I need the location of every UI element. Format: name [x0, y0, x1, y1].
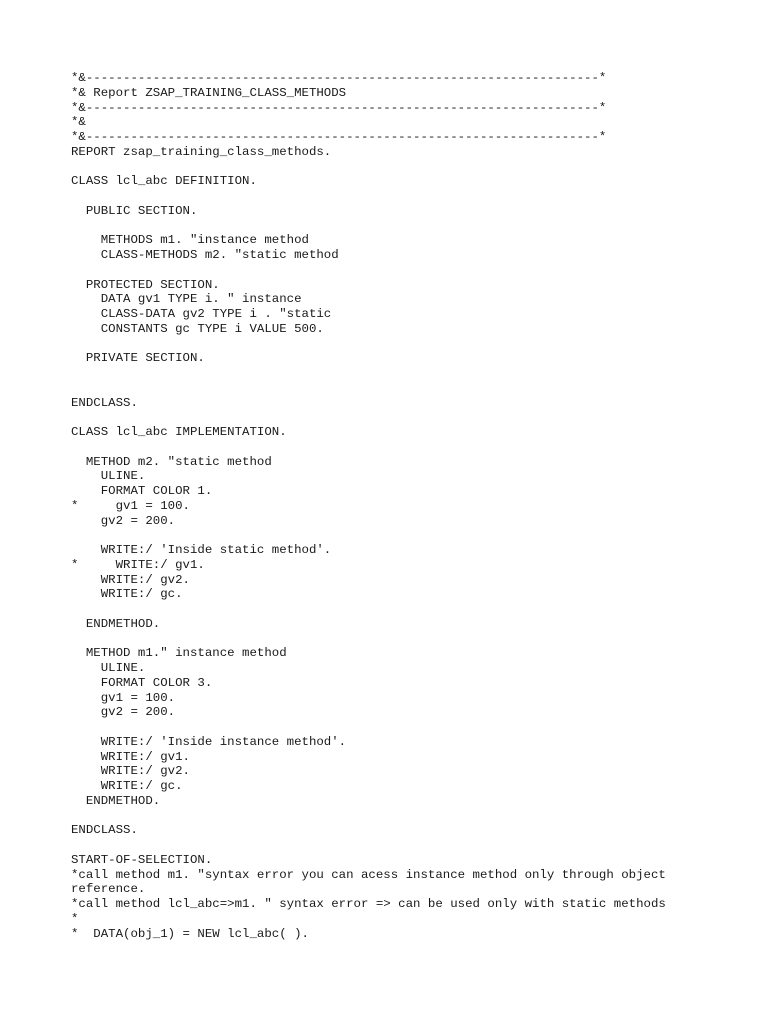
code-line: FORMAT COLOR 3.	[71, 675, 213, 690]
code-line: *&---------------------------------------------------------------------*	[71, 130, 607, 144]
code-line: *&---------------------------------------------------------------------*	[71, 100, 607, 115]
code-line: METHODS m1. "instance method	[71, 233, 309, 248]
code-line: ENDMETHOD.	[71, 616, 161, 631]
code-line: * DATA(obj_1) = NEW lcl_abc( ).	[71, 926, 309, 941]
code-line: *&	[71, 115, 86, 130]
code-line: PUBLIC SECTION.	[71, 203, 198, 218]
code-line	[71, 838, 711, 853]
code-line: ENDCLASS.	[71, 823, 138, 838]
code-line	[71, 602, 711, 617]
code-line: WRITE:/ 'Inside instance method'.	[71, 734, 347, 749]
code-line: WRITE:/ gv2.	[71, 764, 190, 779]
code-line: reference.	[71, 882, 146, 897]
code-line	[71, 528, 711, 543]
code-line: START-OF-SELECTION.	[71, 852, 213, 867]
code-line: *call method m1. "syntax error you can acess instance method only through object	[71, 867, 666, 882]
code-line: WRITE:/ gv1.	[71, 749, 190, 764]
code-line: *	[71, 911, 79, 926]
code-line	[71, 219, 711, 234]
code-line	[71, 440, 711, 455]
code-line: gv1 = 100.	[71, 690, 176, 705]
code-line: WRITE:/ gv2.	[71, 572, 190, 587]
code-line	[71, 263, 711, 278]
code-line: * gv1 = 100.	[71, 498, 190, 513]
code-line: PRIVATE SECTION.	[71, 351, 205, 366]
code-line: FORMAT COLOR 1.	[71, 484, 213, 498]
code-line: PROTECTED SECTION.	[71, 277, 220, 292]
code-line: CLASS lcl_abc DEFINITION.	[71, 174, 257, 189]
code-line	[71, 366, 711, 381]
code-line: gv2 = 200.	[71, 705, 176, 720]
code-line: ULINE.	[71, 661, 146, 675]
code-line: METHOD m1." instance method	[71, 646, 287, 661]
code-line: *&---------------------------------------------------------------------*	[71, 71, 607, 85]
code-line: ENDMETHOD.	[71, 793, 161, 808]
code-line	[71, 410, 711, 425]
abap-source-code	[71, 71, 711, 941]
code-line: CLASS-METHODS m2. "static method	[71, 248, 339, 262]
code-line: *& Report ZSAP_TRAINING_CLASS_METHODS	[71, 85, 347, 100]
code-line: CLASS-DATA gv2 TYPE i . "static	[71, 307, 332, 321]
code-line: WRITE:/ 'Inside static method'.	[71, 543, 332, 557]
code-line: gv2 = 200.	[71, 513, 176, 528]
code-line	[71, 632, 711, 647]
code-line: * WRITE:/ gv1.	[71, 557, 205, 572]
code-line	[71, 189, 711, 204]
code-line	[71, 809, 711, 824]
code-line	[71, 381, 711, 396]
code-line	[71, 720, 711, 735]
code-line: WRITE:/ gc.	[71, 779, 183, 793]
code-line: ENDCLASS.	[71, 395, 138, 410]
code-line: CONSTANTS gc TYPE i VALUE 500.	[71, 321, 324, 336]
code-line: METHOD m2. "static method	[71, 454, 272, 469]
code-line: CLASS lcl_abc IMPLEMENTATION.	[71, 425, 287, 439]
code-line	[71, 160, 711, 175]
code-line: *call method lcl_abc=>m1. " syntax error => can be used only with static methods	[71, 897, 666, 911]
code-line: ULINE.	[71, 469, 146, 484]
code-line: REPORT zsap_training_class_methods.	[71, 144, 332, 159]
code-line: DATA gv1 TYPE i. " instance	[71, 292, 302, 307]
code-line	[71, 337, 711, 352]
code-line: WRITE:/ gc.	[71, 587, 183, 602]
